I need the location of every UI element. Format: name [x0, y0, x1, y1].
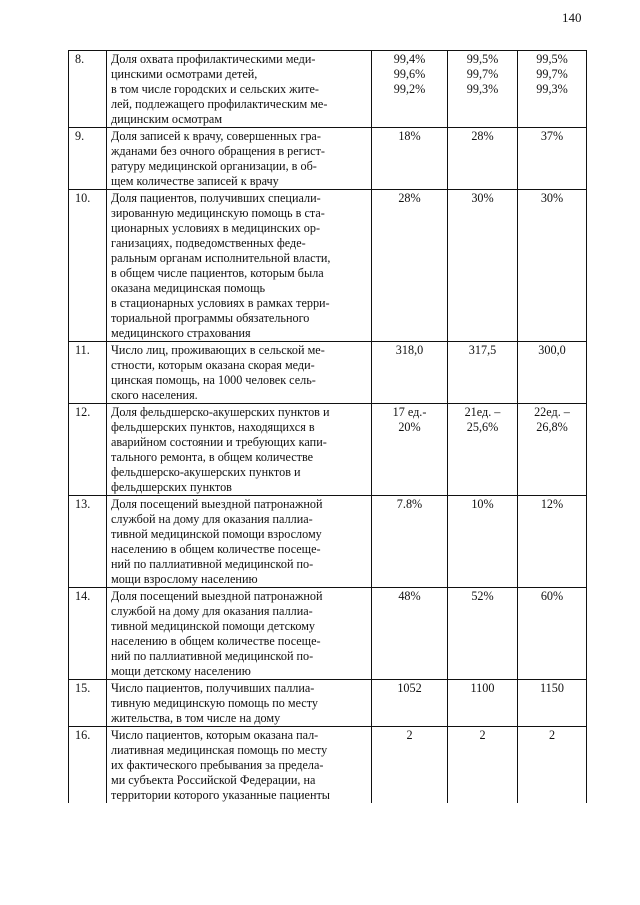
value-line: 10%	[471, 497, 494, 511]
indicator-description	[107, 404, 372, 496]
value-line: 30%	[471, 191, 494, 205]
description-line: Доля записей к врачу, совершенных гра-	[111, 129, 321, 143]
description-line: тального ремонта, в общем количестве	[111, 450, 314, 464]
value-year-2	[448, 190, 518, 342]
description-line: тивной медицинской помощи взрослому	[111, 527, 322, 541]
row-number: 15.	[69, 680, 107, 727]
description-line: населению в общем количестве посеще-	[111, 542, 321, 556]
description-line: фельдшерско-акушерских пунктов и	[111, 465, 301, 479]
value-line: 99,7%	[536, 67, 568, 81]
value-line: 2	[479, 728, 486, 742]
description-line: Доля посещений выездной патронажной	[111, 589, 323, 603]
value-year-3	[518, 680, 587, 727]
value-line: 99,3%	[536, 82, 568, 96]
table-row	[69, 128, 587, 190]
description-line: Число пациентов, получивших паллиа-	[111, 681, 315, 695]
row-number: 10.	[69, 190, 107, 342]
description-line: Доля фельдшерско-акушерских пунктов и	[111, 405, 330, 419]
description-line: ний по паллиативной медицинской по-	[111, 557, 314, 571]
indicator-description	[107, 128, 372, 190]
value-line: 1150	[540, 681, 564, 695]
value-line: 30%	[540, 191, 564, 205]
row-number: 9.	[69, 128, 107, 190]
description-line: в общем числе пациентов, которым была	[111, 266, 324, 280]
value-line: 21ед. –	[464, 405, 501, 419]
description-line: оказана медицинская помощь	[111, 281, 266, 295]
description-line: ральным органам исполнительной власти,	[111, 251, 331, 265]
description-line: территории которого указанные пациенты	[111, 788, 330, 802]
description-line: цинская помощь, на 1000 человек сель-	[111, 373, 316, 387]
value-year-3	[518, 128, 587, 190]
value-year-1	[372, 496, 448, 588]
value-line: 25,6%	[466, 420, 499, 434]
value-line: 26,8%	[536, 420, 568, 434]
value-line: 99,5%	[536, 52, 568, 66]
description-line: фельдшерских пунктов	[111, 480, 232, 494]
description-line: ми субъекта Российской Федерации, на	[111, 773, 316, 787]
value-line: 99,7%	[466, 67, 499, 81]
description-line: аварийном состоянии и требующих капи-	[111, 435, 327, 449]
description-line: ториальной программы обязательного	[111, 311, 310, 325]
description-line: лиативная медицинская помощь по месту	[111, 743, 328, 757]
value-line: 28%	[471, 129, 494, 143]
value-line: 52%	[471, 589, 494, 603]
description-line: в стационарных условиях в рамках терри-	[111, 296, 330, 310]
description-line: Доля пациентов, получивших специали-	[111, 191, 321, 205]
table-row	[69, 727, 587, 804]
description-line: Число лиц, проживающих в сельской ме-	[111, 343, 325, 357]
row-number: 13.	[69, 496, 107, 588]
value-year-1	[372, 404, 448, 496]
value-year-3	[518, 588, 587, 680]
description-line: цинскими осмотрами детей,	[111, 67, 258, 81]
value-line: 99,4%	[393, 52, 426, 66]
description-line: населению в общем количестве посеще-	[111, 634, 321, 648]
value-year-1	[372, 342, 448, 404]
value-year-3	[518, 51, 587, 128]
description-line: Число пациентов, которым оказана пал-	[111, 728, 319, 742]
row-number: 12.	[69, 404, 107, 496]
row-number: 14.	[69, 588, 107, 680]
table-body	[69, 51, 587, 804]
value-year-2	[448, 342, 518, 404]
value-line: 7.8%	[396, 497, 423, 511]
value-year-3	[518, 496, 587, 588]
value-line: 99,6%	[393, 67, 426, 81]
value-year-1	[372, 588, 448, 680]
value-line: 1100	[470, 681, 495, 695]
value-year-1	[372, 190, 448, 342]
value-year-2	[448, 404, 518, 496]
value-line: 99,5%	[466, 52, 499, 66]
value-year-1	[372, 680, 448, 727]
value-line: 28%	[398, 191, 421, 205]
description-line: ского населения.	[111, 388, 198, 402]
value-year-2	[448, 496, 518, 588]
value-year-1	[372, 128, 448, 190]
page-number: 140	[562, 10, 582, 25]
value-line: 1052	[397, 681, 422, 695]
value-year-2	[448, 588, 518, 680]
value-year-2	[448, 680, 518, 727]
value-line: 99,3%	[466, 82, 499, 96]
value-line: 12%	[540, 497, 564, 511]
description-line: зированную медицинскую помощь в ста-	[111, 206, 325, 220]
indicator-description	[107, 190, 372, 342]
indicator-description	[107, 727, 372, 804]
description-line: ратуру медицинской организации, в об-	[111, 159, 317, 173]
table-row	[69, 496, 587, 588]
description-line: Доля посещений выездной патронажной	[111, 497, 323, 511]
description-line: ционарных условиях в медицинских ор-	[111, 221, 321, 235]
indicator-description	[107, 588, 372, 680]
value-line: 300,0	[538, 343, 566, 357]
value-line: 2	[406, 728, 413, 742]
value-year-3	[518, 404, 587, 496]
description-line: щем количестве записей к врачу	[111, 174, 279, 188]
indicator-description	[107, 680, 372, 727]
description-line: тивной медицинской помощи детскому	[111, 619, 316, 633]
description-line: Доля охвата профилактическими меди-	[111, 52, 316, 66]
description-line: лей, подлежащего профилактическим ме-	[111, 97, 328, 111]
description-line: службой на дому для оказания паллиа-	[111, 604, 313, 618]
value-line: 60%	[540, 589, 564, 603]
description-line: тивную медицинскую помощь по месту	[111, 696, 318, 710]
value-line: 18%	[398, 129, 421, 143]
row-number: 11.	[69, 342, 107, 404]
value-line: 2	[548, 728, 556, 742]
table-row	[69, 51, 587, 128]
value-year-2	[448, 727, 518, 804]
value-year-3	[518, 727, 587, 804]
value-line: 318,0	[395, 343, 424, 357]
value-year-2	[448, 128, 518, 190]
value-year-3	[518, 190, 587, 342]
value-year-1	[372, 51, 448, 128]
value-year-1	[372, 727, 448, 804]
indicator-description	[107, 496, 372, 588]
description-line: ний по паллиативной медицинской по-	[111, 649, 314, 663]
row-number: 8.	[69, 51, 107, 128]
description-line: ганизациях, подведомственных феде-	[111, 236, 306, 250]
description-line: их фактического пребывания за предела-	[111, 758, 324, 772]
description-line: жительства, в том числе на дому	[111, 711, 281, 725]
value-line: 22ед. –	[534, 405, 570, 419]
table-row	[69, 588, 587, 680]
value-line: 37%	[540, 129, 564, 143]
value-line: 317,5	[468, 343, 497, 357]
table-row	[69, 404, 587, 496]
value-line: 20%	[398, 420, 421, 434]
description-line: стности, которым оказана скорая меди-	[111, 358, 315, 372]
indicators-table	[68, 50, 587, 803]
indicator-description	[107, 342, 372, 404]
table-row	[69, 680, 587, 727]
description-line: фельдшерских пунктов, находящихся в	[111, 420, 315, 434]
value-line: 17 ед.-	[392, 405, 427, 419]
table-row	[69, 342, 587, 404]
description-line: медицинского страхования	[111, 326, 251, 340]
value-line: 48%	[398, 589, 421, 603]
description-line: службой на дому для оказания паллиа-	[111, 512, 313, 526]
indicator-description	[107, 51, 372, 128]
description-line: мощи взрослому населению	[111, 572, 258, 586]
table-row	[69, 190, 587, 342]
description-line: мощи детскому населению	[111, 664, 251, 678]
description-line: в том числе городских и сельских жите-	[111, 82, 319, 96]
description-line: жданами без очного обращения в регист-	[111, 144, 325, 158]
value-year-2	[448, 51, 518, 128]
row-number: 16.	[69, 727, 107, 804]
value-year-3	[518, 342, 587, 404]
description-line: дицинским осмотрам	[111, 112, 223, 126]
value-line: 99,2%	[393, 82, 426, 96]
